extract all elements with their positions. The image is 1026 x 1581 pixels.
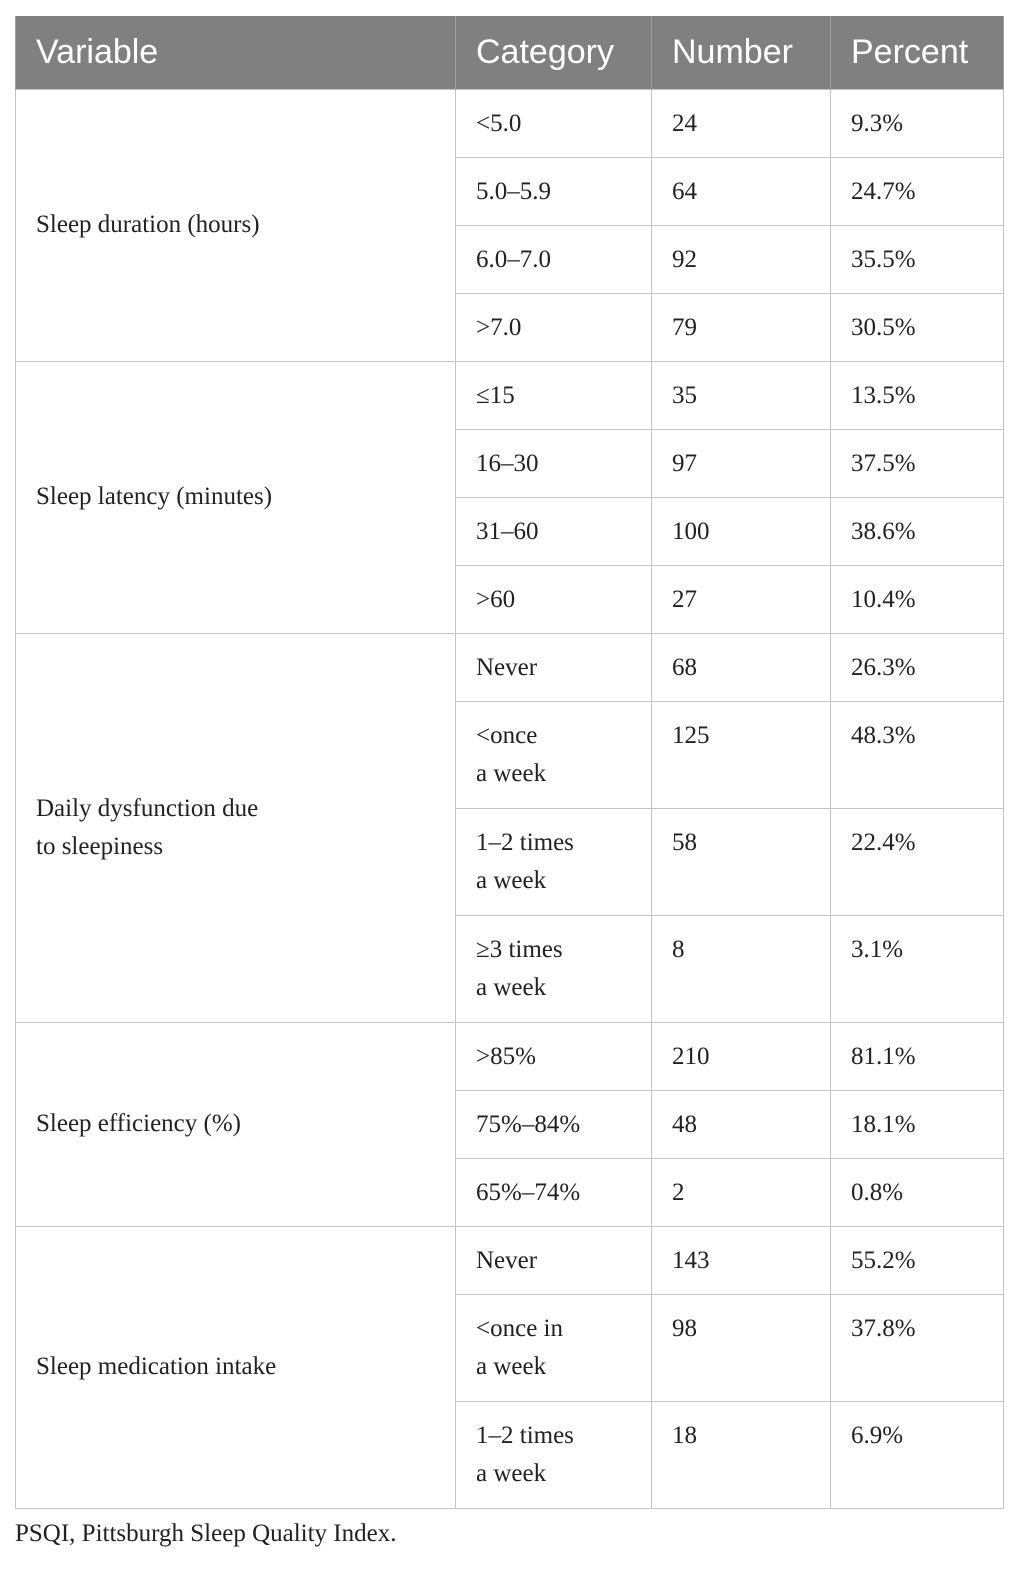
number-cell: 143 — [652, 1226, 831, 1294]
category-cell: 31–60 — [456, 497, 652, 565]
header-category: Category — [456, 16, 652, 89]
percent-cell: 10.4% — [831, 565, 1004, 633]
category-cell: >7.0 — [456, 293, 652, 361]
category-cell: 1–2 times a week — [456, 1401, 652, 1508]
variable-cell: Daily dysfunction due to sleepiness — [16, 633, 456, 1022]
category-cell: 6.0–7.0 — [456, 225, 652, 293]
table-row — [16, 361, 1004, 429]
number-cell: 48 — [652, 1090, 831, 1158]
table-row — [16, 1226, 1004, 1294]
percent-cell: 3.1% — [831, 915, 1004, 1022]
number-cell: 24 — [652, 89, 831, 157]
number-cell: 18 — [652, 1401, 831, 1508]
category-cell: ≤15 — [456, 361, 652, 429]
number-cell: 35 — [652, 361, 831, 429]
number-cell: 64 — [652, 157, 831, 225]
table-header-row — [16, 16, 1004, 89]
percent-cell: 30.5% — [831, 293, 1004, 361]
percent-cell: 55.2% — [831, 1226, 1004, 1294]
percent-cell: 6.9% — [831, 1401, 1004, 1508]
category-cell: Never — [456, 633, 652, 701]
category-cell: ≥3 times a week — [456, 915, 652, 1022]
percent-cell: 81.1% — [831, 1022, 1004, 1090]
variable-cell: Sleep latency (minutes) — [16, 361, 456, 633]
category-cell: 65%–74% — [456, 1158, 652, 1226]
header-variable: Variable — [16, 16, 456, 89]
category-cell: 75%–84% — [456, 1090, 652, 1158]
table-row — [16, 1022, 1004, 1090]
number-cell: 97 — [652, 429, 831, 497]
percent-cell: 35.5% — [831, 225, 1004, 293]
variable-cell: Sleep duration (hours) — [16, 89, 456, 361]
header-percent: Percent — [831, 16, 1004, 89]
number-cell: 92 — [652, 225, 831, 293]
category-cell: >60 — [456, 565, 652, 633]
table-row — [16, 89, 1004, 157]
percent-cell: 26.3% — [831, 633, 1004, 701]
category-cell: <once a week — [456, 701, 652, 808]
table-row — [16, 633, 1004, 701]
number-cell: 125 — [652, 701, 831, 808]
number-cell: 27 — [652, 565, 831, 633]
percent-cell: 24.7% — [831, 157, 1004, 225]
number-cell: 210 — [652, 1022, 831, 1090]
category-cell: >85% — [456, 1022, 652, 1090]
percent-cell: 48.3% — [831, 701, 1004, 808]
percent-cell: 18.1% — [831, 1090, 1004, 1158]
variable-cell: Sleep efficiency (%) — [16, 1022, 456, 1226]
percent-cell: 0.8% — [831, 1158, 1004, 1226]
percent-cell: 37.5% — [831, 429, 1004, 497]
psqi-table — [15, 16, 1004, 1509]
number-cell: 68 — [652, 633, 831, 701]
number-cell: 100 — [652, 497, 831, 565]
category-cell: <once in a week — [456, 1294, 652, 1401]
header-number: Number — [652, 16, 831, 89]
percent-cell: 37.8% — [831, 1294, 1004, 1401]
category-cell: 16–30 — [456, 429, 652, 497]
percent-cell: 38.6% — [831, 497, 1004, 565]
category-cell: Never — [456, 1226, 652, 1294]
number-cell: 2 — [652, 1158, 831, 1226]
category-cell: <5.0 — [456, 89, 652, 157]
table-footnote: PSQI, Pittsburgh Sleep Quality Index. — [15, 1520, 397, 1547]
percent-cell: 22.4% — [831, 808, 1004, 915]
number-cell: 79 — [652, 293, 831, 361]
variable-cell: Sleep medication intake — [16, 1226, 456, 1508]
number-cell: 58 — [652, 808, 831, 915]
number-cell: 8 — [652, 915, 831, 1022]
percent-cell: 13.5% — [831, 361, 1004, 429]
percent-cell: 9.3% — [831, 89, 1004, 157]
category-cell: 5.0–5.9 — [456, 157, 652, 225]
category-cell: 1–2 times a week — [456, 808, 652, 915]
number-cell: 98 — [652, 1294, 831, 1401]
